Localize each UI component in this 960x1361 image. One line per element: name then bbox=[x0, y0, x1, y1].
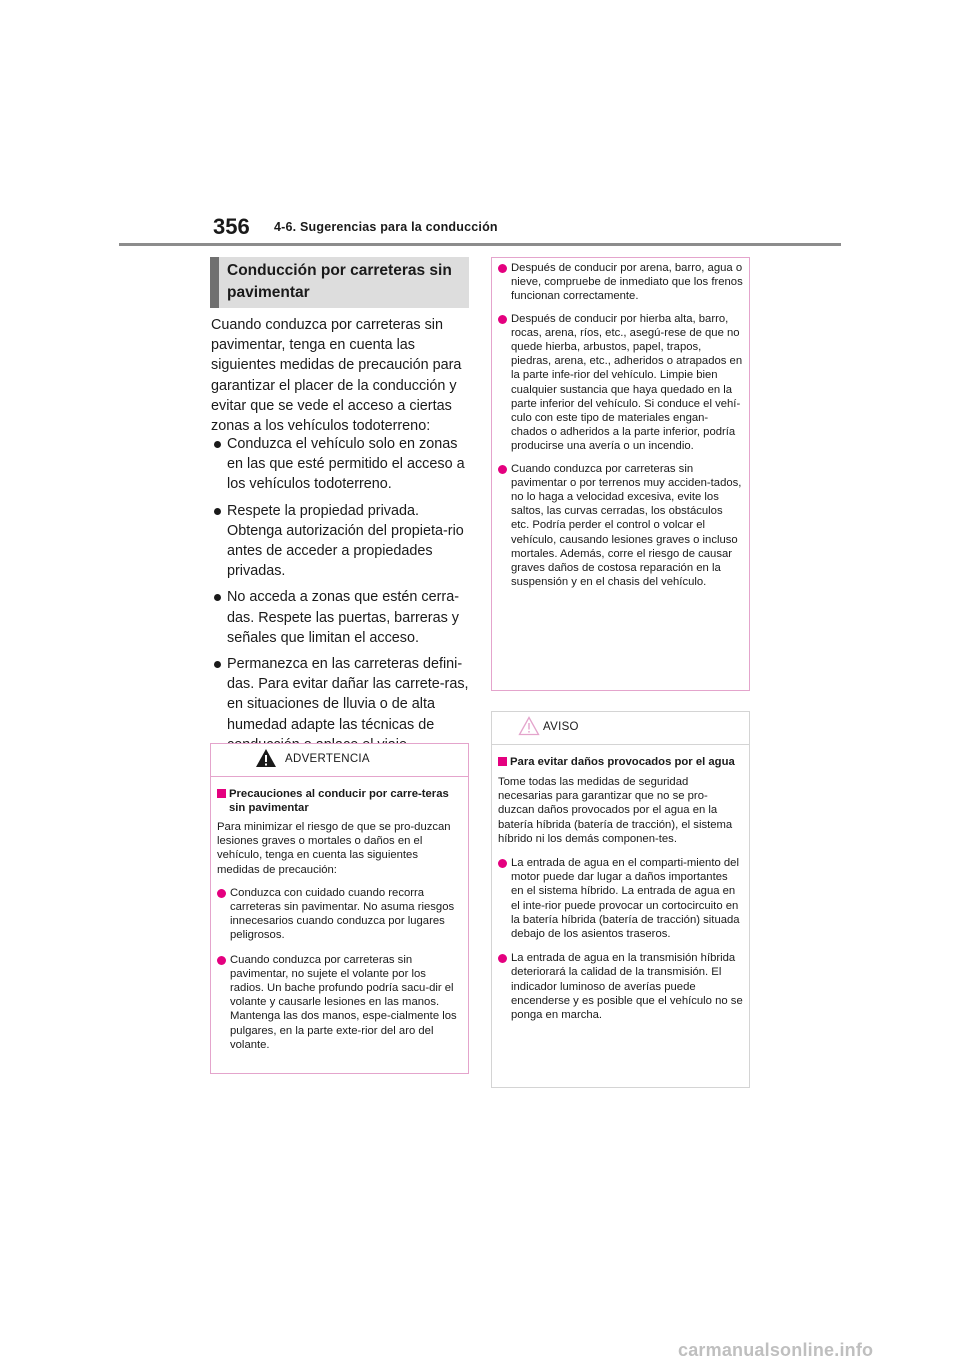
bullet-icon bbox=[498, 859, 507, 868]
list-item: Cuando conduzca por carreteras sin pavimentar o por terrenos muy acciden-tados, no lo haga a velocidad excesiva, evite los saltos, las curvas cerradas, los obstáculos etc. Podría perder el control o volcar el vehículo, causando lesiones graves o incluso mortales. Además, corre el riesgo de causar graves daños de costosa reparación en la suspensión y en el chasis del vehículo. bbox=[498, 462, 743, 590]
header-divider bbox=[119, 243, 841, 246]
list-item: No acceda a zonas que estén cerra-das. Respete las puertas, barreras y señales que limitan el acceso. bbox=[211, 587, 471, 648]
bullet-icon bbox=[498, 465, 507, 474]
notice-heading: Para evitar daños provocados por el agua bbox=[498, 755, 743, 769]
bullet-icon bbox=[214, 441, 221, 448]
warning-continuation-box bbox=[491, 257, 750, 691]
section-title: Conducción por carreteras sin pavimentar bbox=[227, 262, 452, 301]
warning-text: Para minimizar el riesgo de que se pro-duzcan lesiones graves o mortales o daños en el vehículo, tenga en cuenta las siguientes medidas de precaución: bbox=[217, 821, 451, 876]
notice-label: AVISO bbox=[543, 721, 579, 733]
list-item: Después de conducir por hierba alta, barro, rocas, arena, ríos, etc., asegú-rese de que no quede hierba, arbustos, papel, trapos, piedras, arena, etc., adheridos o atrapados en la parte infe-rior del vehículo. Limpie bien cualquier sustancia que haya quedado en la parte inferior del vehículo. Si conduce el vehí-culo con este tipo de materiales engan-chados o adheridos a la parte inferior, podría producirse una avería o un incendio. bbox=[498, 312, 743, 454]
bullet-icon bbox=[498, 315, 507, 324]
notice-box bbox=[491, 711, 750, 1088]
precaution-list bbox=[211, 434, 471, 761]
section-title-box bbox=[210, 257, 469, 308]
notice-header bbox=[492, 712, 749, 745]
bullet-icon bbox=[217, 956, 226, 965]
list-item: Respete la propiedad privada. Obtenga autorización del propieta-rio antes de acceder a propiedades privadas. bbox=[211, 501, 471, 582]
bullet-icon bbox=[214, 594, 221, 601]
square-bullet-icon bbox=[217, 789, 226, 798]
notice-text: Tome todas las medidas de seguridad necesarias para garantizar que no se pro-duzcan daños provocados por el agua en la batería híbrida (batería de tracción), el sistema híbrido ni los demás componen-tes. bbox=[498, 776, 733, 845]
list-item: Conduzca con cuidado cuando recorra carreteras sin pavimentar. No asuma riesgos innecesarios cuando conduzca por lugares peligrosos. bbox=[217, 886, 462, 943]
list-item: La entrada de agua en el comparti-miento del motor puede dar lugar a daños importantes en el sistema híbrido. La entrada de agua en el inte-rior puede provocar un cortocircuito en la batería híbrida (batería de tracción) situada debajo de los asientos traseros. bbox=[498, 856, 743, 941]
bullet-icon bbox=[217, 889, 226, 898]
section-header: 4-6. Sugerencias para la conducción bbox=[274, 220, 498, 234]
square-bullet-icon bbox=[498, 757, 507, 766]
bullet-icon bbox=[214, 508, 221, 515]
watermark: carmanualsonline.info bbox=[678, 1340, 874, 1360]
caution-triangle-icon bbox=[518, 716, 540, 736]
bullet-icon bbox=[498, 264, 507, 273]
warning-header bbox=[211, 744, 468, 777]
bullet-icon bbox=[214, 661, 221, 668]
warning-box bbox=[210, 743, 469, 1074]
list-item: Cuando conduzca por carreteras sin pavimentar, no sujete el volante por los radios. Un bache profundo podría sacu-dir el volante y causarle lesiones en las manos. Mantenga las dos manos, espe-cialmente los pulgares, en la parte exte-rior del aro del volante. bbox=[217, 953, 462, 1052]
list-item: Conduzca el vehículo solo en zonas en las que esté permitido el acceso a los vehículos todoterreno. bbox=[211, 434, 471, 495]
list-item: Permanezca en las carreteras defini-das. Para evitar dañar las carrete-ras, en situaciones de lluvia o de alta humedad adapte las técnicas de bbox=[211, 654, 471, 755]
bullet-icon bbox=[498, 954, 507, 963]
warning-triangle-icon bbox=[255, 748, 277, 768]
intro-paragraph: Cuando conduzca por carreteras sin pavimentar, tenga en cuenta las siguientes medidas de precaución para garantizar el placer de la conducción y evitar que se vede el acceso a ciertas zonas a los vehículos todoterreno: bbox=[211, 317, 462, 435]
warning-label: ADVERTENCIA bbox=[285, 753, 370, 765]
warning-heading: Precauciones al conducir por carre-teras sin pavimentar bbox=[217, 787, 462, 815]
page-number: 356 bbox=[213, 214, 250, 239]
list-item: Después de conducir por arena, barro, agua o nieve, compruebe de inmediato que los frenos funcionan correctamente. bbox=[498, 261, 743, 304]
list-item: La entrada de agua en la transmisión híbrida deteriorará la calidad de la transmisión. El indicador luminoso de averías puede encenderse y es posible que el vehículo no se ponga en marcha. bbox=[498, 951, 743, 1022]
